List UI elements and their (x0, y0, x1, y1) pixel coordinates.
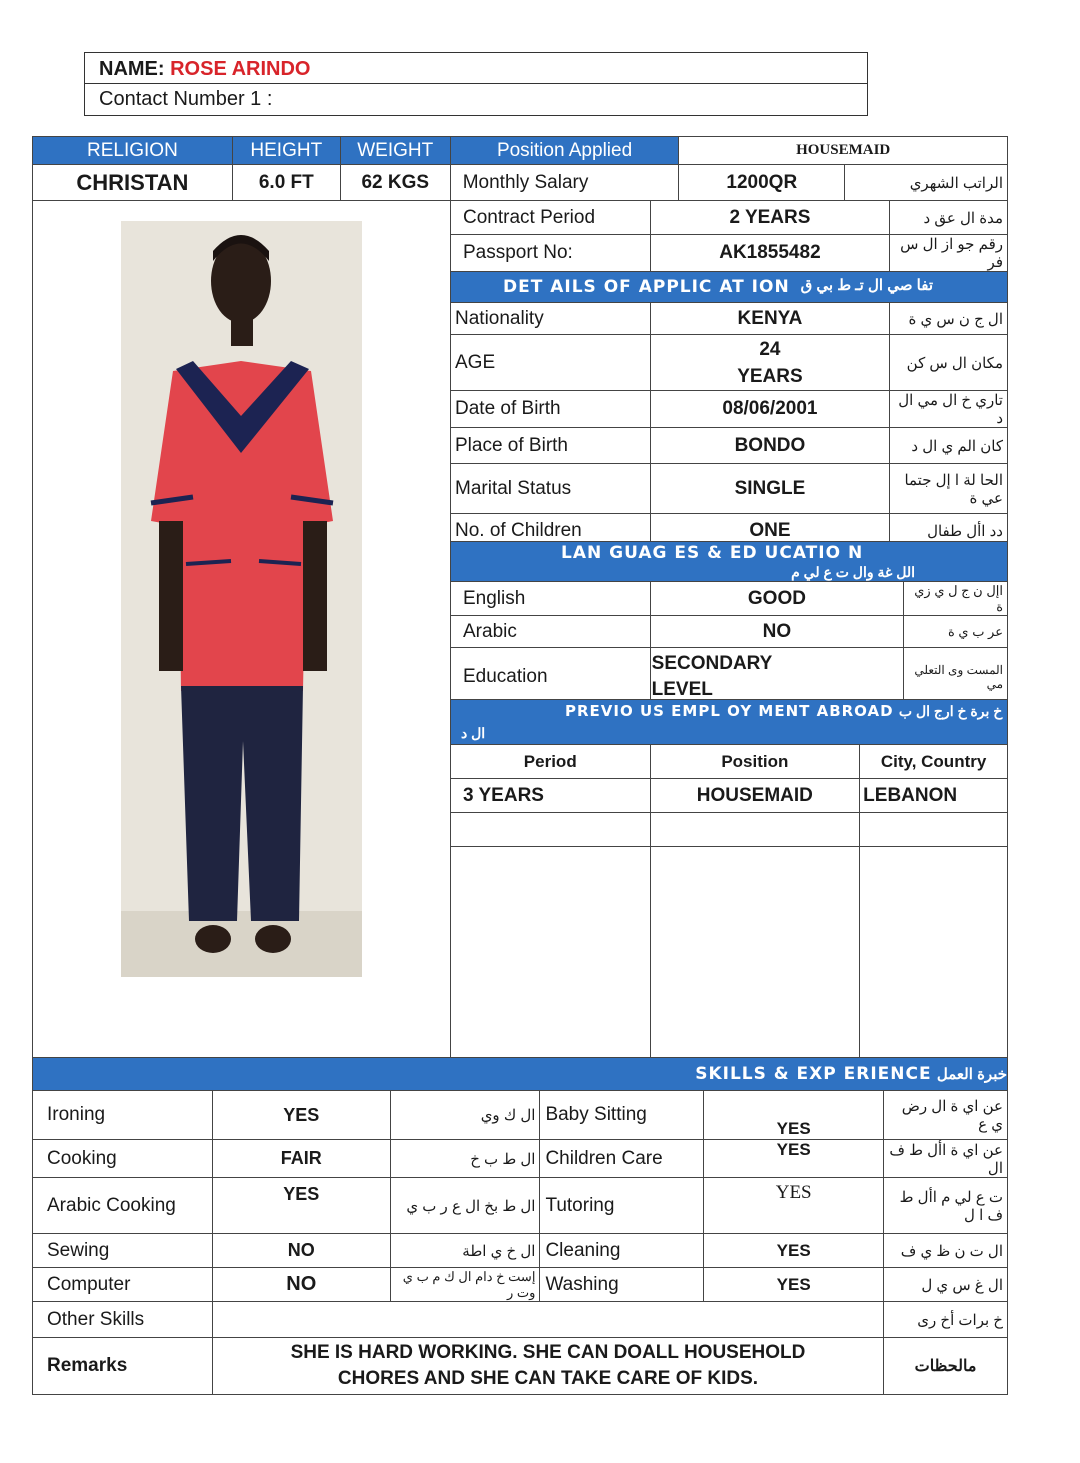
skills-heading (33, 1058, 1008, 1091)
skill-tutoring-value: YES (704, 1178, 884, 1234)
skill-babysitting-label: Baby Sitting (540, 1091, 704, 1140)
skill-childrencare-ar: عن اي ة األ ط ف ال (884, 1140, 1008, 1178)
skill-babysitting-value: YES (704, 1091, 884, 1140)
salary-label-ar: الراتب الشهري (845, 165, 1008, 201)
skill-cleaning-ar: ال ت ن ظ ي ف (884, 1234, 1008, 1268)
details-heading (451, 272, 1008, 303)
skills-heading-ar: خبرة العمل (936, 1066, 1007, 1083)
arabic-label: Arabic (451, 616, 651, 648)
col-position: Position (650, 745, 860, 779)
details-heading-ar: تفا صي ال تـ ط بي ق (800, 277, 933, 294)
emp-empty-cell (451, 813, 651, 847)
details-heading-text: DET AILS OF APPLIC AT ION (503, 277, 790, 297)
col-location: City, Country (860, 745, 1008, 779)
marital-label: Marital Status (451, 464, 651, 514)
arabic-label-ar: عر ب ي ة (904, 616, 1008, 648)
education-value-text: SECONDARY LEVEL (651, 652, 773, 700)
skill-sewing-label: Sewing (33, 1234, 213, 1268)
emp-empty-cell (650, 813, 860, 847)
skill-tutoring-label: Tutoring (540, 1178, 704, 1234)
age-value (650, 335, 890, 391)
languages-table (450, 541, 1008, 706)
emp-position: HOUSEMAID (650, 779, 860, 813)
skills-table (32, 1057, 1008, 1395)
emp-empty-cell (650, 847, 860, 1068)
dob-value: 08/06/2001 (650, 391, 890, 428)
pob-label-ar: كان الم ي ال د (890, 428, 1008, 464)
remarks-ar: مالحظات (884, 1338, 1008, 1395)
remarks-label: Remarks (33, 1338, 213, 1395)
skill-computer-label: Computer (33, 1268, 213, 1302)
skill-cleaning-label: Cleaning (540, 1234, 704, 1268)
skill-cooking-label: Cooking (33, 1140, 213, 1178)
pob-value: BONDO (650, 428, 890, 464)
skill-washing-label: Washing (540, 1268, 704, 1302)
remarks-value: SHE IS HARD WORKING. SHE CAN DOALL HOUSEHOLD CHORES AND SHE CAN TAKE CARE OF KIDS. (212, 1338, 883, 1395)
emp-location: LEBANON (860, 779, 1008, 813)
english-label-ar: اإل ن ج ل ي زي ة (904, 582, 1008, 616)
education-label-ar: المست وى التعلي مي (904, 648, 1008, 706)
other-skills-ar: خ برات أخ رى (884, 1302, 1008, 1338)
skill-cooking-value: FAIR (212, 1140, 390, 1178)
weight-header: WEIGHT (340, 137, 450, 165)
skill-childrencare-value: YES (704, 1140, 884, 1178)
skill-computer-ar: إست خ دام ال ك م ب ي وت ر (390, 1268, 540, 1302)
name-row (84, 52, 868, 84)
contract-label-ar: مدة ال عق د (890, 201, 1008, 235)
languages-heading (451, 542, 1008, 582)
position-value: HOUSEMAID (679, 137, 1008, 165)
skill-arabiccooking-ar: ال ط بخ ال ع ر ب ي (390, 1178, 540, 1234)
other-skills-value (212, 1302, 883, 1338)
candidate-photo (121, 221, 362, 977)
passport-label: Passport No: (451, 235, 651, 272)
salary-value: 1200QR (679, 165, 845, 201)
skill-sewing-ar: ال خ ي اطة (390, 1234, 540, 1268)
nationality-value: KENYA (650, 303, 890, 335)
religion-value: CHRISTAN (33, 165, 233, 201)
english-value: GOOD (650, 582, 904, 616)
skill-ironing-value: YES (212, 1091, 390, 1140)
skill-ironing-ar: ال ك وي (390, 1091, 540, 1140)
employment-heading-ar: خ برة خ ارج ال ب ال د (461, 703, 1003, 741)
skill-ironing-label: Ironing (33, 1091, 213, 1140)
age-label-ar: مكان ال س كن (890, 335, 1008, 391)
dob-label-ar: تاري خ ال مي ال د (890, 391, 1008, 428)
emp-empty-cell (860, 847, 1008, 1068)
dob-label: Date of Birth (451, 391, 651, 428)
employment-heading-text: PREVIO US EMPL OY MENT ABROAD (565, 702, 894, 720)
languages-heading-ar: الل غة وال ت ع لي م (791, 564, 915, 580)
children-label-ar: دد األ طفال (890, 514, 1008, 549)
name-label: NAME: (99, 58, 165, 80)
skill-sewing-value: NO (212, 1234, 390, 1268)
position-header: Position Applied (450, 137, 679, 165)
emp-empty-cell (451, 847, 651, 1068)
emp-period: 3 YEARS (451, 779, 651, 813)
contract-value: 2 YEARS (650, 201, 890, 235)
skill-childrencare-label: Children Care (540, 1140, 704, 1178)
skill-washing-ar: ال غ س ي ل (884, 1268, 1008, 1302)
employment-table (450, 699, 1008, 1068)
contract-label: Contract Period (451, 201, 651, 235)
arabic-value: NO (650, 616, 904, 648)
passport-value: AK1855482 (650, 235, 890, 272)
employment-heading (451, 700, 1008, 745)
nationality-label: Nationality (451, 303, 651, 335)
contact-row (84, 84, 868, 116)
age-value-text: 24 YEARS (737, 338, 803, 387)
contact-label: Contact Number 1 : (99, 88, 273, 110)
english-label: English (451, 582, 651, 616)
children-value: ONE (650, 514, 890, 549)
religion-header: RELIGION (33, 137, 233, 165)
age-label: AGE (451, 335, 651, 391)
emp-empty-cell (860, 813, 1008, 847)
education-value (650, 648, 904, 706)
skill-arabiccooking-label: Arabic Cooking (33, 1178, 213, 1234)
nationality-label-ar: ال ج ن س ي ة (890, 303, 1008, 335)
col-period: Period (451, 745, 651, 779)
skill-cleaning-value: YES (704, 1234, 884, 1268)
children-label: No. of Children (451, 514, 651, 549)
height-header: HEIGHT (232, 137, 340, 165)
marital-value: SINGLE (650, 464, 890, 514)
skill-washing-value: YES (704, 1268, 884, 1302)
name-value: ROSE ARINDO (170, 58, 311, 80)
height-value: 6.0 FT (232, 165, 340, 201)
skill-babysitting-ar: عن اي ة ال رض ي ع (884, 1091, 1008, 1140)
pob-label: Place of Birth (451, 428, 651, 464)
skill-arabiccooking-value: YES (212, 1178, 390, 1234)
languages-heading-text: LAN GUAG ES & ED UCATIO N (561, 543, 864, 563)
education-label: Education (451, 648, 651, 706)
weight-value: 62 KGS (340, 165, 450, 201)
skill-computer-value: NO (212, 1268, 390, 1302)
skill-tutoring-ar: ت ع لي م األ ط ف ا ل (884, 1178, 1008, 1234)
details-table (450, 200, 1008, 549)
passport-label-ar: رقم جو از ال س فر (890, 235, 1008, 272)
salary-label: Monthly Salary (450, 165, 679, 201)
marital-label-ar: الحا لة ا إل جتما عي ة (890, 464, 1008, 514)
top-table (32, 136, 1008, 201)
skill-cooking-ar: ال ط ب خ (390, 1140, 540, 1178)
skills-heading-text: SKILLS & EXP ERIENCE (695, 1064, 932, 1084)
other-skills-label: Other Skills (33, 1302, 213, 1338)
